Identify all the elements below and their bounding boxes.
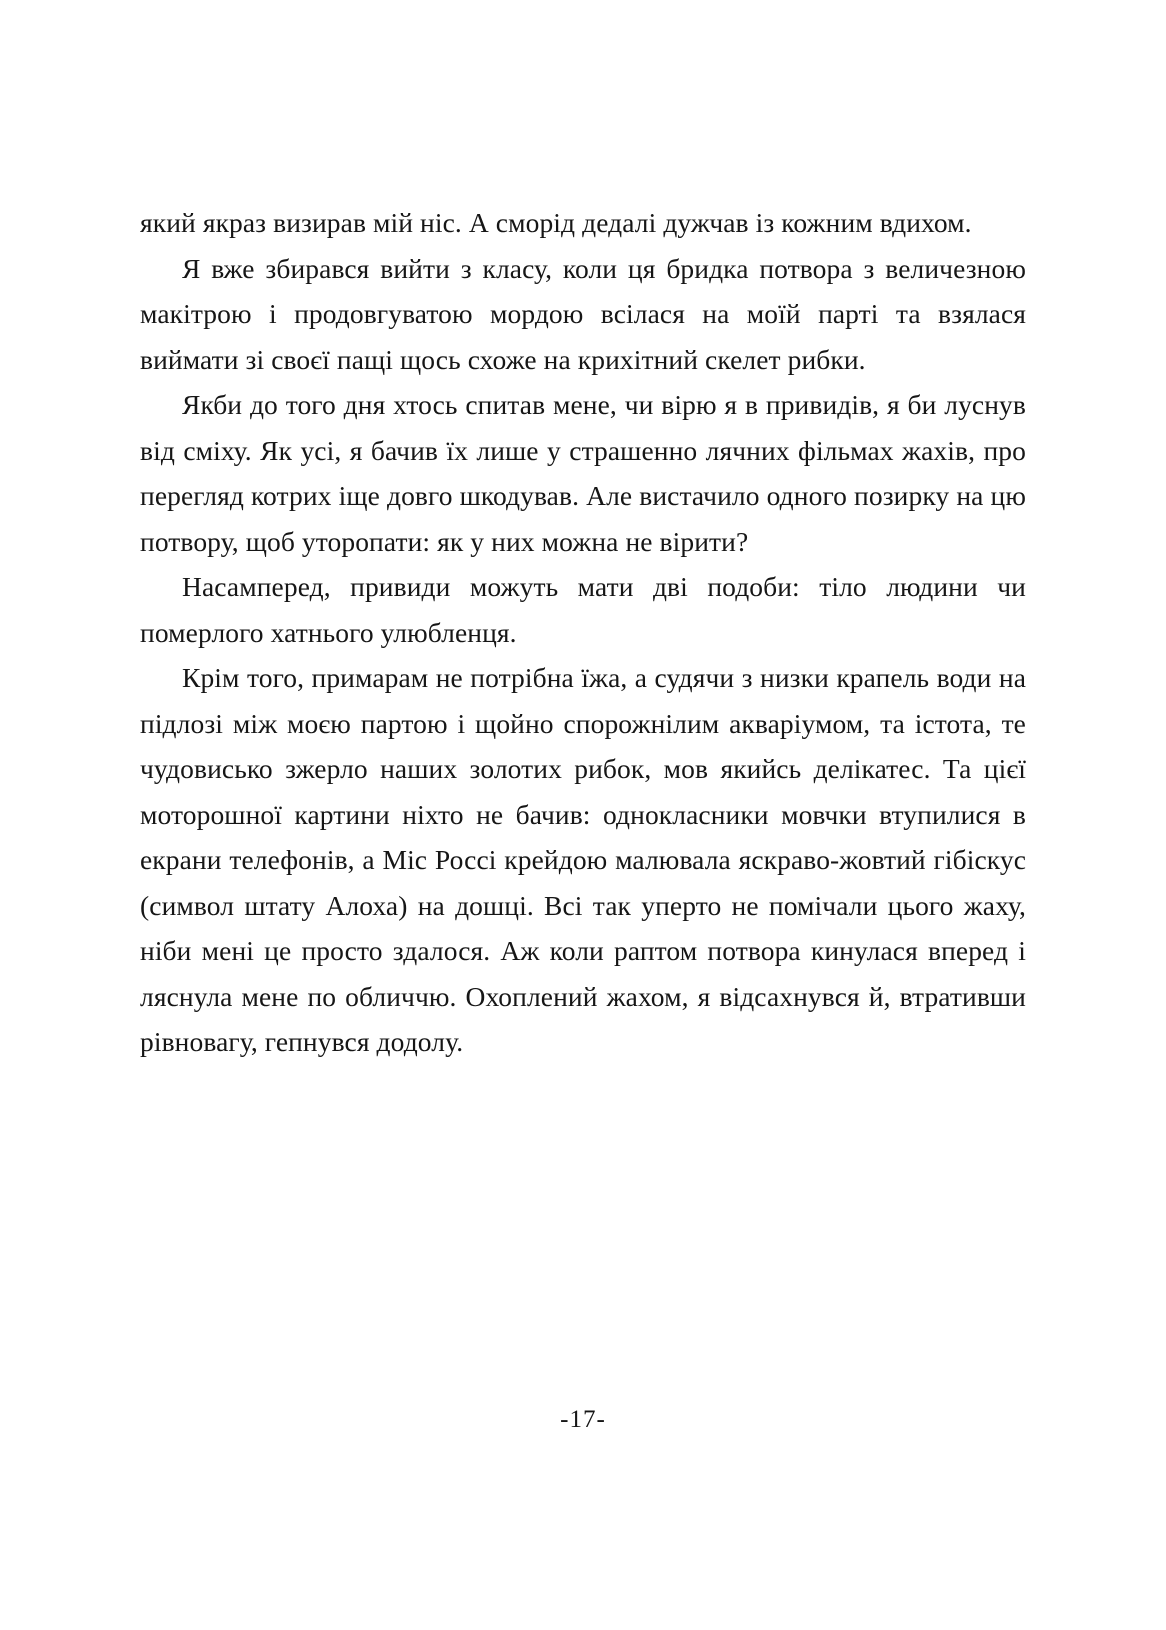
paragraph: Я вже збирався вийти з класу, коли ця бридка потвора з величезною макітрою і продовгуватою мордою всілася на моїй парті та взялася виймати зі своєї пащі щось схоже на крихітний скелет рибки. [140, 252, 1026, 375]
paragraph: який якраз визирав мій ніс. А сморід дедалі дужчав із кожним вдихом. [140, 207, 972, 238]
page-number: -17- [560, 1406, 606, 1433]
page-body [140, 200, 1026, 1065]
paragraph: Насамперед, привиди можуть мати дві подоби: тіло людини чи померлого хатнього улюбленця. [140, 571, 1026, 648]
paragraph: Крім того, примарам не потрібна їжа, а судячи з низки крапель води на підлозі між моєю партою і щойно спорожнілим акваріумом, та істота, те чудовисько зжерло наших золотих рибок, мов якийсь делікатес. Та цієї моторошної картини ніхто не бачив: однокласники мовчки втупилися в екрани телефонів, а Міс Россі крейдою малювала яскраво-жовтий гібіскус (символ штату Алоха) на дошці. Всі так уперто не помічали цього жаху, ніби мені це просто здалося. Аж коли раптом потвора кинулася вперед і ляснула мене по обличчю. Охоплений жахом, я відсахнувся й, втративши рівновагу, гепнувся додолу. [140, 662, 1026, 1057]
paragraph: Якби до того дня хтось спитав мене, чи вірю я в привидів, я би луснув від сміху. Як усі, я бачив їх лише у страшенно лячних фільмах жахів, про перегляд котрих іще довго шкодував. Але вистачило одного позирку на цю потвору, щоб уторопати: як у них можна не вірити? [140, 389, 1026, 557]
